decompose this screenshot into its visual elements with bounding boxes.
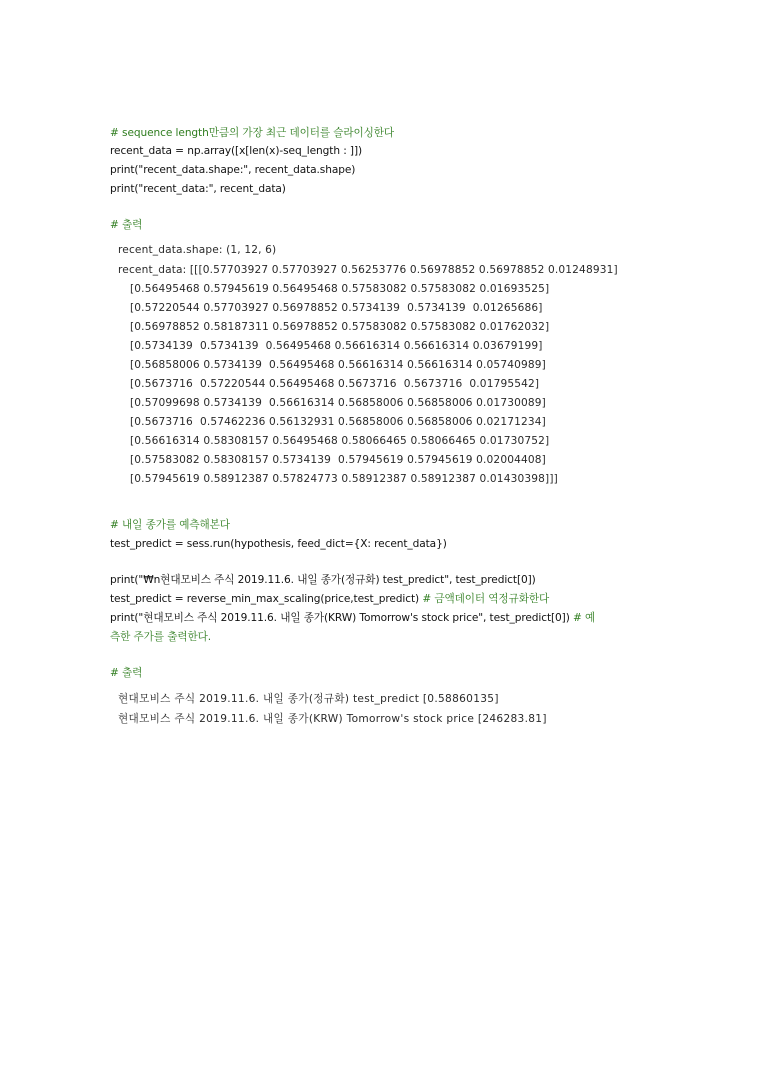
output-line: 현대모비스 주식 2019.11.6. 내일 종가(KRW) Tomorrow's stock price [246283.81] [118,713,547,725]
code-line: recent_data = np.array([x[len(x)-seq_length : ]]) [110,145,363,157]
output-line: [0.56858006 0.5734139 0.56495468 0.56616314 0.56616314 0.05740989] [130,359,546,371]
code-line: print("recent_data.shape:", recent_data.shape) [110,164,356,176]
output-line: recent_data: [[[0.57703927 0.57703927 0.56253776 0.56978852 0.56978852 0.01248931] [118,264,618,276]
code-text: print("현대모비스 주식 2019.11.6. 내일 종가(KRW) Tomorrow's stock price", test_predict[0]) [110,612,574,624]
code-line [110,591,549,608]
inline-comment: # 예 [573,612,596,624]
code-line: print("₩n현대모비스 주식 2019.11.6. 내일 종가(정규화) test_predict", test_predict[0]) [110,574,536,586]
inline-comment: # 금액데이터 역정규화한다 [422,593,550,605]
output-line: [0.57220544 0.57703927 0.56978852 0.5734139 0.5734139 0.01265686] [130,302,543,314]
comment-predict: # 내일 종가를 예측해본다 [110,519,230,531]
comment-slicing: # sequence length만큼의 가장 최근 데이터를 슬라이싱한다 [110,127,395,139]
output-line: [0.5734139 0.5734139 0.56495468 0.56616314 0.56616314 0.03679199] [130,340,543,352]
output-line: [0.5673716 0.57462236 0.56132931 0.56858006 0.56858006 0.02171234] [130,416,546,428]
inline-comment-wrap: 측한 주가를 출력한다. [110,631,212,643]
output-line: [0.56978852 0.58187311 0.56978852 0.57583082 0.57583082 0.01762032] [130,321,550,333]
output-line: [0.56495468 0.57945619 0.56495468 0.57583082 0.57583082 0.01693525] [130,283,550,295]
output-line: recent_data.shape: (1, 12, 6) [118,244,277,256]
output-line: [0.57099698 0.5734139 0.56616314 0.56858006 0.56858006 0.01730089] [130,397,546,409]
output-line: 현대모비스 주식 2019.11.6. 내일 종가(정규화) test_predict [0.58860135] [118,693,499,705]
code-line: test_predict = sess.run(hypothesis, feed_dict={X: recent_data}) [110,538,447,550]
output-label: # 출력 [110,219,143,231]
output-line: [0.57583082 0.58308157 0.5734139 0.57945619 0.57945619 0.02004408] [130,454,546,466]
output-label: # 출력 [110,667,143,679]
output-line: [0.5673716 0.57220544 0.56495468 0.5673716 0.5673716 0.01795542] [130,378,540,390]
code-text: test_predict = reverse_min_max_scaling(price,test_predict) [110,593,423,605]
code-line [110,610,595,627]
code-line: print("recent_data:", recent_data) [110,183,286,195]
output-line: [0.57945619 0.58912387 0.57824773 0.58912387 0.58912387 0.01430398]]] [130,473,558,485]
output-line: [0.56616314 0.58308157 0.56495468 0.58066465 0.58066465 0.01730752] [130,435,550,447]
